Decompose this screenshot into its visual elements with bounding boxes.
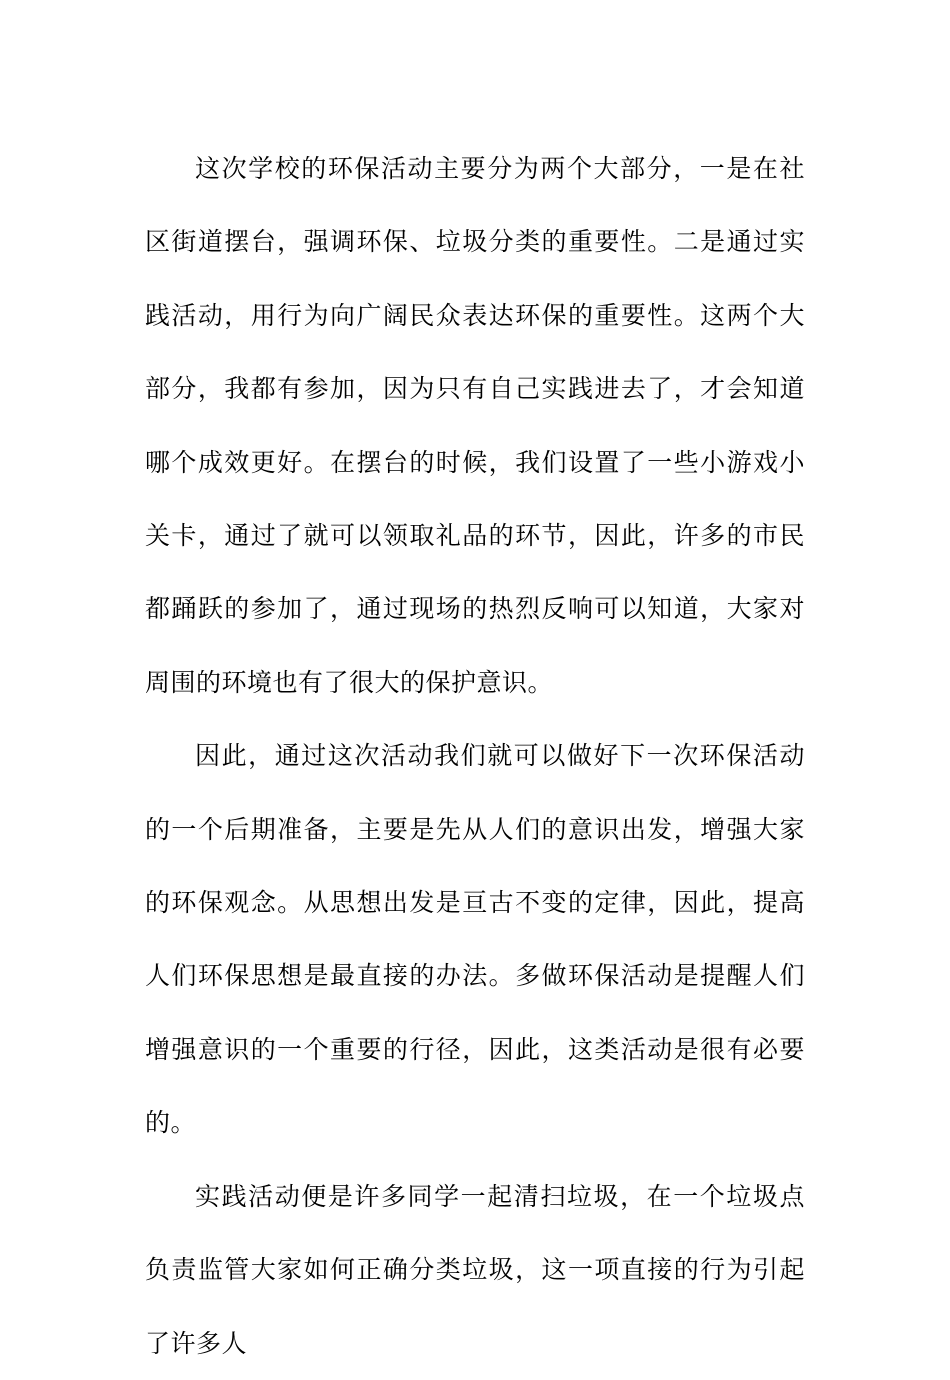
paragraph-2: 因此，通过这次活动我们就可以做好下一次环保活动的一个后期准备，主要是先从人们的意识出发，增强大家的环保观念。从思想出发是亘古不变的定律，因此，提高人们环保思想是最直接的办法。多做环保活动是提醒人们增强意识的一个重要的行径，因此，这类活动是很有必要的。 bbox=[145, 741, 805, 1138]
paragraph-3: 实践活动便是许多同学一起清扫垃圾，在一个垃圾点负责监管大家如何正确分类垃圾，这一项直接的行为引起了许多人 bbox=[145, 1181, 805, 1358]
body-text bbox=[145, 132, 805, 1380]
paragraph-1: 这次学校的环保活动主要分为两个大部分，一是在社区街道摆台，强调环保、垃圾分类的重要性。二是通过实践活动，用行为向广阔民众表达环保的重要性。这两个大部分，我都有参加，因为只有自己实践进去了，才会知道哪个成效更好。在摆台的时候，我们设置了一些小游戏小关卡，通过了就可以领取礼品的环节，因此，许多的市民都踊跃的参加了，通过现场的热烈反响可以知道，大家对周围的环境也有了很大的保护意识。 bbox=[145, 154, 805, 697]
